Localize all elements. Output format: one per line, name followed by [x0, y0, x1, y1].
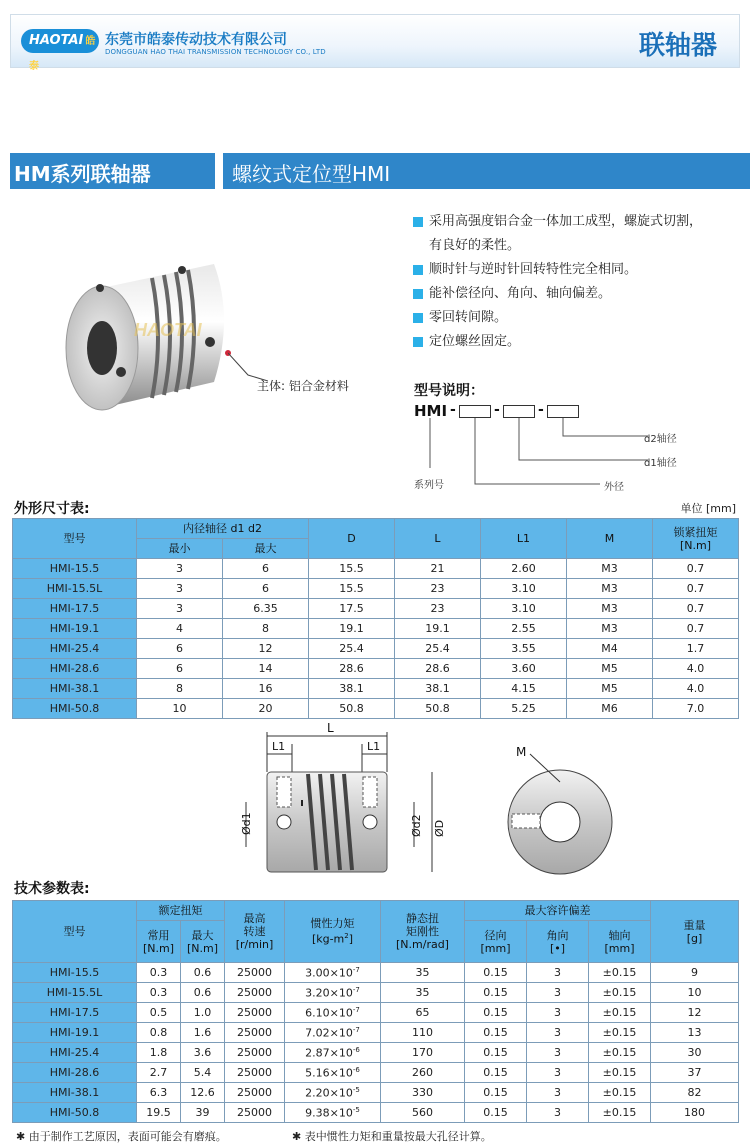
th-angular: 角向 [•]: [527, 921, 589, 963]
dim-L1-left: L1: [272, 740, 286, 753]
label-outer-dia: 外径: [604, 482, 624, 493]
table-cell: 3.55: [481, 639, 567, 659]
table-cell: 0.7: [653, 599, 739, 619]
table-cell: 1.6: [181, 1023, 225, 1043]
table-cell: 0.15: [465, 1023, 527, 1043]
th-L1: L1: [481, 519, 567, 559]
table-cell: 20: [223, 699, 309, 719]
table-cell: 65: [381, 1003, 465, 1023]
table-cell: 260: [381, 1063, 465, 1083]
table-cell: 25000: [225, 1083, 285, 1103]
table-cell: 2.60: [481, 559, 567, 579]
table-cell: ±0.15: [589, 1103, 651, 1123]
table-cell: 25.4: [309, 639, 395, 659]
table-cell: ±0.15: [589, 1083, 651, 1103]
table-row: [13, 679, 739, 699]
code-box-d2: [547, 405, 579, 418]
table-cell: $9.38\times 10^{-5}$: [285, 1103, 381, 1123]
dims-table-title: 外形尺寸表:: [14, 501, 90, 517]
table-cell: 1.7: [653, 639, 739, 659]
table-cell: 3: [527, 1023, 589, 1043]
table-cell: 0.15: [465, 963, 527, 983]
table-cell: 3: [527, 1103, 589, 1123]
dim-d2: Ød2: [410, 814, 423, 837]
table-cell: 10: [137, 699, 223, 719]
table-cell: 0.6: [181, 963, 225, 983]
table-cell: ±0.15: [589, 983, 651, 1003]
table-cell: 0.6: [181, 983, 225, 1003]
table-cell: 12.6: [181, 1083, 225, 1103]
table-cell: 35: [381, 963, 465, 983]
technical-params-table: [12, 900, 739, 1123]
cell-model: HMI-19.1: [13, 619, 137, 639]
table-cell: 25.4: [395, 639, 481, 659]
table-cell: 23: [395, 599, 481, 619]
table-cell: 0.7: [653, 579, 739, 599]
table-cell: 3: [527, 963, 589, 983]
table-cell: 180: [651, 1103, 739, 1123]
model-explain-title: 型号说明：: [414, 383, 484, 399]
table-cell: 25000: [225, 983, 285, 1003]
table-cell: 19.1: [395, 619, 481, 639]
code-dash: -: [494, 402, 500, 418]
bullet-icon: [413, 337, 423, 347]
th-model: 型号: [13, 519, 137, 559]
table-cell: 25000: [225, 963, 285, 983]
table-cell: 560: [381, 1103, 465, 1123]
cell-model: HMI-28.6: [13, 1063, 137, 1083]
coupling-product-image: [64, 258, 244, 418]
table-cell: 3: [527, 1043, 589, 1063]
label-d2: d2轴径: [644, 434, 677, 445]
table-row: [13, 1043, 739, 1063]
table-cell: $7.02\times 10^{-7}$: [285, 1023, 381, 1043]
table-cell: 0.15: [465, 1003, 527, 1023]
bullet-icon: [413, 265, 423, 275]
material-callout: 主体: 铝合金材料: [257, 379, 349, 393]
table-cell: M3: [567, 579, 653, 599]
table-cell: 25000: [225, 1063, 285, 1083]
table-cell: $3.00\times 10^{-7}$: [285, 963, 381, 983]
feature-item: 采用高强度铝合金一体加工成型，螺旋式切割，有良好的柔性。: [413, 210, 713, 258]
table-cell: 6: [137, 659, 223, 679]
table-cell: 14: [223, 659, 309, 679]
cell-model: HMI-28.6: [13, 659, 137, 679]
table-cell: 0.15: [465, 1043, 527, 1063]
table-cell: 39: [181, 1103, 225, 1123]
code-box-outer-dia: [459, 405, 491, 418]
cell-model: HMI-15.5: [13, 559, 137, 579]
th-M: M: [567, 519, 653, 559]
dim-M: M: [516, 745, 527, 759]
table-cell: M5: [567, 679, 653, 699]
table-cell: $2.20\times 10^{-5}$: [285, 1083, 381, 1103]
cell-model: HMI-17.5: [13, 599, 137, 619]
dim-L: L: [327, 722, 334, 735]
table-cell: 2.7: [137, 1063, 181, 1083]
technical-drawing: [232, 722, 712, 882]
table-cell: 110: [381, 1023, 465, 1043]
series-title: HM系列联轴器: [14, 162, 151, 186]
th-model: 型号: [13, 901, 137, 963]
table-cell: M3: [567, 559, 653, 579]
feature-item: 零回转间隙。: [413, 306, 713, 330]
company-name-cn: 东莞市皓泰传动技术有限公司: [105, 32, 287, 48]
th-min: 最小: [137, 539, 223, 559]
cell-model: HMI-38.1: [13, 679, 137, 699]
table-cell: 3: [527, 983, 589, 1003]
table-cell: 0.8: [137, 1023, 181, 1043]
table-cell: 2.55: [481, 619, 567, 639]
table-cell: 3: [137, 599, 223, 619]
table-cell: 0.7: [653, 559, 739, 579]
table-cell: M3: [567, 619, 653, 639]
table-cell: 13: [651, 1023, 739, 1043]
table-cell: 4.0: [653, 659, 739, 679]
table-row: [13, 1023, 739, 1043]
table-cell: 28.6: [395, 659, 481, 679]
table-cell: ±0.15: [589, 1043, 651, 1063]
table-cell: 3.6: [181, 1043, 225, 1063]
section-title-band: [10, 153, 750, 189]
table-row: [13, 1063, 739, 1083]
bullet-icon: [413, 313, 423, 323]
cell-model: HMI-50.8: [13, 1103, 137, 1123]
table-cell: 5.4: [181, 1063, 225, 1083]
th-inertia: 惯性力矩 $[kg-m^2]$: [285, 901, 381, 963]
dimensions-table: [12, 518, 739, 719]
table-cell: ±0.15: [589, 1003, 651, 1023]
table-cell: 4: [137, 619, 223, 639]
table-row: [13, 963, 739, 983]
table-cell: 0.3: [137, 963, 181, 983]
th-axial: 轴向 [mm]: [589, 921, 651, 963]
table-row: [13, 1003, 739, 1023]
company-logo: HAOTAI 皓泰: [21, 29, 99, 53]
table-cell: M3: [567, 599, 653, 619]
table-cell: 170: [381, 1043, 465, 1063]
table-cell: 9: [651, 963, 739, 983]
table-cell: 3.10: [481, 599, 567, 619]
table-cell: 38.1: [395, 679, 481, 699]
table-cell: 0.15: [465, 1063, 527, 1083]
title-separator: [215, 153, 223, 189]
dim-D: ØD: [433, 819, 446, 837]
table-cell: 0.15: [465, 1103, 527, 1123]
unit-label: 单位 [mm]: [680, 502, 736, 515]
table-cell: 0.15: [465, 1083, 527, 1103]
table-cell: M5: [567, 659, 653, 679]
cell-model: HMI-50.8: [13, 699, 137, 719]
bullet-icon: [413, 289, 423, 299]
bullet-icon: [413, 217, 423, 227]
table-cell: 30: [651, 1043, 739, 1063]
footnote: ✱ 表中惯性力矩和重量按最大孔径计算。: [292, 1130, 492, 1143]
table-cell: 8: [137, 679, 223, 699]
table-cell: 50.8: [309, 699, 395, 719]
label-series: 系列号: [414, 480, 444, 491]
table-cell: M4: [567, 639, 653, 659]
table-cell: 10: [651, 983, 739, 1003]
table-cell: 19.1: [309, 619, 395, 639]
table-cell: 6: [223, 559, 309, 579]
table-cell: $2.87\times 10^{-6}$: [285, 1043, 381, 1063]
th-weight: 重量 [g]: [651, 901, 739, 963]
table-cell: 12: [223, 639, 309, 659]
table-cell: 16: [223, 679, 309, 699]
table-cell: 330: [381, 1083, 465, 1103]
cell-model: HMI-25.4: [13, 639, 137, 659]
table-cell: 3.60: [481, 659, 567, 679]
table-cell: 8: [223, 619, 309, 639]
table-cell: M6: [567, 699, 653, 719]
table-row: [13, 619, 739, 639]
table-cell: 1.8: [137, 1043, 181, 1063]
table-row: [13, 579, 739, 599]
model-title: 螺纹式定位型HMI: [232, 162, 391, 186]
table-cell: $6.10\times 10^{-7}$: [285, 1003, 381, 1023]
cell-model: HMI-15.5L: [13, 983, 137, 1003]
table-cell: 25000: [225, 1103, 285, 1123]
table-cell: 19.5: [137, 1103, 181, 1123]
th-max: 最大: [223, 539, 309, 559]
th-rated-torque: 额定扭矩: [137, 901, 225, 921]
table-cell: 0.3: [137, 983, 181, 1003]
th-normal: 常用 [N.m]: [137, 921, 181, 963]
page-title: 联轴器: [638, 31, 717, 61]
table-cell: 25000: [225, 1003, 285, 1023]
table-row: [13, 1103, 739, 1123]
code-box-d1: [503, 405, 535, 418]
table-row: [13, 559, 739, 579]
table-cell: 3.10: [481, 579, 567, 599]
dim-d1: Ød1: [240, 812, 253, 835]
feature-item: 能补偿径向、角向、轴向偏差。: [413, 282, 713, 306]
feature-item: 定位螺丝固定。: [413, 330, 713, 354]
table-cell: 37: [651, 1063, 739, 1083]
table-cell: 82: [651, 1083, 739, 1103]
table-cell: 28.6: [309, 659, 395, 679]
page-header: [10, 14, 740, 72]
table-cell: 5.25: [481, 699, 567, 719]
table-cell: 50.8: [395, 699, 481, 719]
dim-L1-right: L1: [367, 740, 381, 753]
th-torque: 锁紧扭矩 [N.m]: [653, 519, 739, 559]
table-cell: 17.5: [309, 599, 395, 619]
th-bore: 内径轴径 d1 d2: [137, 519, 309, 539]
th-L: L: [395, 519, 481, 559]
table-cell: 25000: [225, 1043, 285, 1063]
table-row: [13, 639, 739, 659]
table-cell: 15.5: [309, 559, 395, 579]
cell-model: HMI-38.1: [13, 1083, 137, 1103]
th-max: 最大 [N.m]: [181, 921, 225, 963]
table-cell: $3.20\times 10^{-7}$: [285, 983, 381, 1003]
table-cell: 4.0: [653, 679, 739, 699]
table-cell: 7.0: [653, 699, 739, 719]
table-cell: 23: [395, 579, 481, 599]
th-max-speed: 最高 转速 [r/min]: [225, 901, 285, 963]
code-dash: -: [538, 402, 544, 418]
table-cell: 0.7: [653, 619, 739, 639]
table-cell: 6.3: [137, 1083, 181, 1103]
table-cell: 0.5: [137, 1003, 181, 1023]
th-tolerance: 最大容许偏差: [465, 901, 651, 921]
table-cell: 0.15: [465, 983, 527, 1003]
footnote: ✱ 由于制作工艺原因，表面可能会有磨痕。: [16, 1130, 227, 1143]
code-dash: -: [450, 402, 456, 418]
table-cell: 3: [137, 579, 223, 599]
table-cell: 21: [395, 559, 481, 579]
table-cell: 3: [527, 1063, 589, 1083]
table-cell: 1.0: [181, 1003, 225, 1023]
cell-model: HMI-19.1: [13, 1023, 137, 1043]
table-row: [13, 659, 739, 679]
svg-text:HAOTAI: HAOTAI: [134, 320, 202, 340]
table-cell: ±0.15: [589, 1063, 651, 1083]
feature-item: 顺时针与逆时针回转特性完全相同。: [413, 258, 713, 282]
table-cell: 4.15: [481, 679, 567, 699]
tech-table-title: 技术参数表:: [14, 881, 90, 897]
table-cell: 6: [137, 639, 223, 659]
company-name-en: DONGGUAN HAO THAI TRANSMISSION TECHNOLOGY CO., LTD: [105, 48, 326, 56]
table-cell: 35: [381, 983, 465, 1003]
table-cell: ±0.15: [589, 963, 651, 983]
table-cell: 3: [527, 1003, 589, 1023]
cell-model: HMI-25.4: [13, 1043, 137, 1063]
table-cell: 3: [527, 1083, 589, 1103]
table-cell: 38.1: [309, 679, 395, 699]
table-row: [13, 599, 739, 619]
table-cell: $5.16\times 10^{-6}$: [285, 1063, 381, 1083]
cell-model: HMI-15.5: [13, 963, 137, 983]
th-radial: 径向 [mm]: [465, 921, 527, 963]
table-cell: 6.35: [223, 599, 309, 619]
table-cell: 15.5: [309, 579, 395, 599]
table-row: [13, 699, 739, 719]
th-stiffness: 静态扭 矩刚性 [N.m/rad]: [381, 901, 465, 963]
table-cell: ±0.15: [589, 1023, 651, 1043]
model-code: HMI: [414, 402, 448, 420]
th-D: D: [309, 519, 395, 559]
table-row: [13, 1083, 739, 1103]
table-cell: 12: [651, 1003, 739, 1023]
table-cell: 3: [137, 559, 223, 579]
label-d1: d1轴径: [644, 458, 677, 469]
table-cell: 6: [223, 579, 309, 599]
cell-model: HMI-17.5: [13, 1003, 137, 1023]
table-cell: 25000: [225, 1023, 285, 1043]
cell-model: HMI-15.5L: [13, 579, 137, 599]
table-row: [13, 983, 739, 1003]
feature-list: [413, 210, 713, 354]
